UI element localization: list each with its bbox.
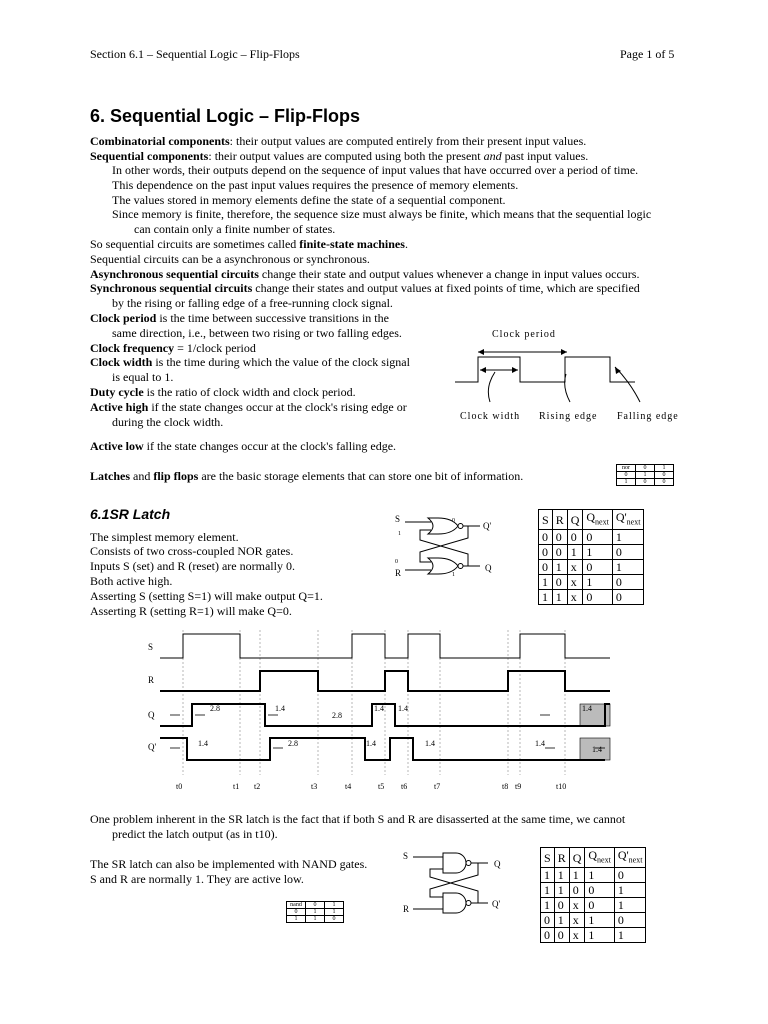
table-header-row: [541, 848, 646, 868]
table-cell: nand: [287, 902, 306, 909]
header-page-number: Page 1 of 5: [620, 47, 675, 61]
nand-latch-circuit: [398, 845, 513, 917]
column-header: Q: [569, 848, 585, 868]
nand-truth-table: [540, 847, 646, 943]
nor-mini-table: [616, 464, 674, 486]
width-arrow-left: [480, 367, 486, 373]
signal-label-q: Q: [148, 710, 155, 720]
delay-label: 1.4: [425, 739, 435, 748]
delay-label: 2.8: [332, 711, 342, 720]
nor-gate-top-bubble: [458, 524, 463, 529]
delay-label: 1.4: [275, 704, 285, 713]
time-label: t4: [345, 782, 352, 791]
table-row: 0 0 0 0 1: [539, 530, 644, 545]
time-label: t1: [233, 782, 240, 791]
def-clock-width: Clock width is the time during which the value of the clock signal: [90, 355, 410, 369]
text-line: S and R are normally 1. They are active low.: [90, 872, 304, 886]
table-row: 1 0 x 1 0: [539, 575, 644, 590]
table-row: [617, 472, 674, 479]
delay-label: 2.8: [210, 704, 220, 713]
table-row: 1 1 x 0 0: [539, 590, 644, 605]
clock-diagram: [450, 322, 690, 427]
table-cell: 1: [306, 916, 325, 923]
table-cell: 1: [287, 916, 306, 923]
text-line: The SR latch can also be implemented with NAND gates.: [90, 857, 368, 871]
delay-label: 1.4: [366, 739, 376, 748]
input-s-label: S: [395, 514, 401, 524]
clock-period-label: Clock period: [492, 329, 556, 340]
text-line: Both active high.: [90, 574, 173, 588]
sr-timing-diagram: [140, 630, 630, 795]
time-label: t2: [254, 782, 261, 791]
def-fsm: So sequential circuits are sometimes called finite-state machines.: [90, 237, 408, 251]
table-cell: 1: [325, 902, 344, 909]
text-line: Inputs S (set) and R (reset) are normally 0.: [90, 559, 295, 573]
table-row: 1 1 1 1 0: [541, 868, 646, 883]
output-qprime-label: Q': [492, 899, 501, 909]
input-r-value: 0: [395, 559, 398, 565]
table-cell: 0: [306, 902, 325, 909]
delay-label: 1.4: [592, 745, 602, 754]
text-line: In other words, their outputs depend on the sequence of input values that have occurred over a period of time.: [112, 163, 639, 177]
table-cell: 1: [325, 909, 344, 916]
column-header: $Q_{next}$: [583, 510, 612, 530]
table-cell: 0: [636, 479, 655, 486]
delay-label: 2.8: [288, 739, 298, 748]
column-header: $Q'_{next}$: [614, 848, 646, 868]
output-q-label: Q: [485, 563, 492, 573]
table-cell: 1: [655, 465, 674, 472]
table-cell: 1: [617, 479, 636, 486]
text-line: Since memory is finite, therefore, the sequence size must always be finite, which means that the sequential logic: [112, 207, 652, 221]
output-q-label: Q: [494, 859, 501, 869]
text-line: predict the latch output (as in t10).: [112, 827, 278, 841]
column-header: R: [552, 510, 567, 530]
signal-label-qprime: Q': [148, 742, 157, 752]
period-arrow-left: [478, 349, 484, 355]
table-cell: 0: [617, 472, 636, 479]
time-label: t3: [311, 782, 318, 791]
def-sequential: Sequential components: their output values are computed using both the present and past input values.: [90, 149, 589, 163]
nand-gate-bottom: [443, 893, 466, 913]
rising-edge-label: Rising edge: [539, 411, 598, 422]
time-label: t10: [556, 782, 567, 791]
text-line: Consists of two cross-coupled NOR gates.: [90, 544, 294, 558]
table-cell: nor: [617, 465, 636, 472]
def-active-high: Active high if the state changes occur at the clock's rising edge or: [90, 400, 407, 414]
input-s-label: S: [403, 851, 409, 861]
page-title: 6. Sequential Logic – Flip-Flops: [90, 106, 361, 126]
table-cell: 0: [655, 472, 674, 479]
table-row: 1 1 0 0 1: [541, 883, 646, 898]
text-line: during the clock width.: [112, 415, 224, 429]
time-label: t6: [401, 782, 408, 791]
table-cell: 1: [306, 909, 325, 916]
delay-label: 1.4: [374, 704, 384, 713]
table-row: [617, 465, 674, 472]
time-label: t7: [434, 782, 441, 791]
falling-edge-label: Falling edge: [617, 411, 679, 422]
nand-gate-top: [443, 853, 466, 873]
nand-gate-bottom-bubble: [466, 901, 471, 906]
table-row: [617, 479, 674, 486]
table-cell: 0: [636, 465, 655, 472]
def-sync: Synchronous sequential circuits change their states and output values at fixed points of time, which are specified: [90, 281, 640, 295]
signal-label-s: S: [148, 642, 154, 652]
nor-latch-circuit: [390, 508, 510, 583]
time-label: t9: [515, 782, 522, 791]
table-header-row: [539, 510, 644, 530]
text-line: One problem inherent in the SR latch is the fact that if both S and R are disasserted at the same time, we cannot: [90, 812, 626, 826]
text-line: Sequential circuits can be a asynchronous or synchronous.: [90, 252, 370, 266]
nor-gate-bottom-bubble: [458, 564, 463, 569]
def-duty-cycle: Duty cycle is the ratio of clock width and clock period.: [90, 385, 356, 399]
time-label: t8: [502, 782, 509, 791]
text-line: The values stored in memory elements define the state of a sequential component.: [112, 193, 506, 207]
text-line: This dependence on the past input values requires the presence of memory elements.: [112, 178, 519, 192]
waveform-s: [160, 634, 610, 658]
gate-top-value: 0: [452, 518, 455, 524]
text-line: same direction, i.e., between two rising or two falling edges.: [112, 326, 402, 340]
column-header: Q: [567, 510, 583, 530]
clock-width-label: Clock width: [460, 411, 521, 422]
time-label: t5: [378, 782, 385, 791]
input-r-label: R: [395, 568, 402, 578]
gate-bottom-value: 1: [452, 572, 455, 578]
waveform-r: [160, 671, 610, 691]
header-section: Section 6.1 – Sequential Logic – Flip-Flops: [90, 47, 300, 61]
text-line: is equal to 1.: [112, 370, 174, 384]
circuit-wires: [405, 522, 480, 570]
table-cell: 1: [636, 472, 655, 479]
def-clock-period: Clock period is the time between successive transitions in the: [90, 311, 389, 325]
def-combinatorial: Combinatorial components: their output values are computed entirely from their present input values.: [90, 134, 587, 148]
nand-gate-top-bubble: [466, 861, 471, 866]
rising-pointer: [565, 374, 570, 402]
table-cell: 0: [655, 479, 674, 486]
period-arrow-right: [561, 349, 567, 355]
text-line: Asserting R (setting R=1) will make Q=0.: [90, 604, 292, 618]
width-arrow-right: [512, 367, 518, 373]
text-line: Asserting S (setting S=1) will make output Q=1.: [90, 589, 323, 603]
delay-label: 1.4: [198, 739, 208, 748]
table-row: [287, 916, 344, 923]
text-line: The simplest memory element.: [90, 530, 239, 544]
width-pointer: [488, 372, 495, 402]
column-header: $Q_{next}$: [585, 848, 614, 868]
time-label: t0: [176, 782, 183, 791]
table-row: [287, 909, 344, 916]
def-clock-frequency: Clock frequency = 1/clock period: [90, 341, 256, 355]
nand-mini-table: [286, 901, 344, 923]
def-active-low: Active low if the state changes occur at the clock's falling edge.: [90, 439, 397, 453]
table-row: 0 0 x 1 1: [541, 928, 646, 943]
table-row: 0 1 x 1 0: [541, 913, 646, 928]
table-row: 0 0 1 1 0: [539, 545, 644, 560]
def-latches: Latches and flip flops are the basic storage elements that can store one bit of information.: [90, 469, 524, 483]
column-header: $Q'_{next}$: [612, 510, 644, 530]
text-line: can contain only a finite number of states.: [134, 222, 336, 236]
output-qprime-label: Q': [483, 521, 492, 531]
def-async: Asynchronous sequential circuits change their state and output values whenever a change in input values occurs.: [90, 267, 640, 281]
delay-label: 1.4: [582, 704, 592, 713]
nor-truth-table: [538, 509, 644, 605]
table-row: 0 1 x 0 1: [539, 560, 644, 575]
input-s-value: 1: [398, 531, 401, 537]
cross-coupling-wires: [430, 863, 478, 903]
column-header: S: [539, 510, 553, 530]
table-cell: 0: [287, 909, 306, 916]
text-line: by the rising or falling edge of a free-running clock signal.: [112, 296, 393, 310]
signal-label-r: R: [148, 675, 155, 685]
column-header: S: [541, 848, 555, 868]
table-cell: 0: [325, 916, 344, 923]
section-heading-sr-latch: 6.1SR Latch: [90, 506, 171, 522]
delay-label: 1.4: [535, 739, 545, 748]
table-row: [287, 902, 344, 909]
input-r-label: R: [403, 904, 410, 914]
column-header: R: [554, 848, 569, 868]
cross-coupling-wires: [420, 526, 468, 566]
table-row: 1 0 x 0 1: [541, 898, 646, 913]
delay-label: 1.4: [398, 704, 408, 713]
